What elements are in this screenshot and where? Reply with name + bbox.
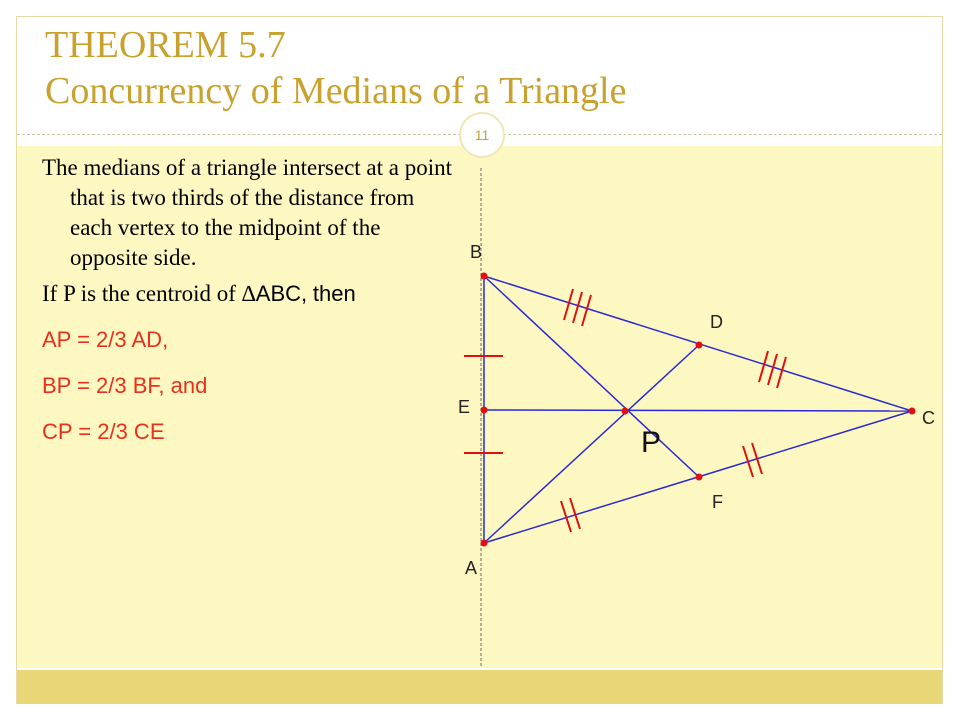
- triple-tick-dc: [759, 351, 786, 388]
- page-number-badge: 11: [459, 112, 505, 158]
- triangle-symbol: ∆: [241, 281, 256, 306]
- median-ad: [484, 345, 699, 543]
- triple-tick-bd: [564, 289, 591, 326]
- point-p: [622, 408, 629, 415]
- point-a: [481, 540, 488, 547]
- equation-bp: BP = 2/3 BF, and: [42, 373, 208, 398]
- point-b: [481, 273, 488, 280]
- median-ce: [484, 410, 912, 411]
- point-e: [481, 407, 488, 414]
- label-c: C: [922, 408, 935, 428]
- equation-cp: CP = 2/3 CE: [42, 419, 165, 444]
- triangle-name: ABC,: [255, 281, 308, 306]
- label-b: B: [470, 242, 483, 262]
- label-f: F: [712, 492, 723, 512]
- point-c: [909, 408, 916, 415]
- theorem-statement: The medians of a triangle intersect at a point that is two thirds of the distance from each vertex to the midpoint of the opposite side.: [42, 155, 453, 270]
- point-f: [696, 474, 703, 481]
- equation-ap: AP = 2/3 AD,: [42, 327, 169, 352]
- label-a: A: [465, 558, 478, 578]
- title-line-2: Concurrency of Medians of a Triangle: [45, 70, 627, 112]
- then-word: then: [312, 281, 356, 306]
- label-e: E: [458, 397, 471, 417]
- label-p: P: [641, 426, 662, 459]
- condition-prefix: If P is the centroid of: [42, 281, 242, 306]
- label-d: D: [710, 312, 723, 332]
- title-line-1: THEOREM 5.7: [45, 24, 286, 66]
- median-bf: [484, 276, 699, 477]
- point-d: [696, 342, 703, 349]
